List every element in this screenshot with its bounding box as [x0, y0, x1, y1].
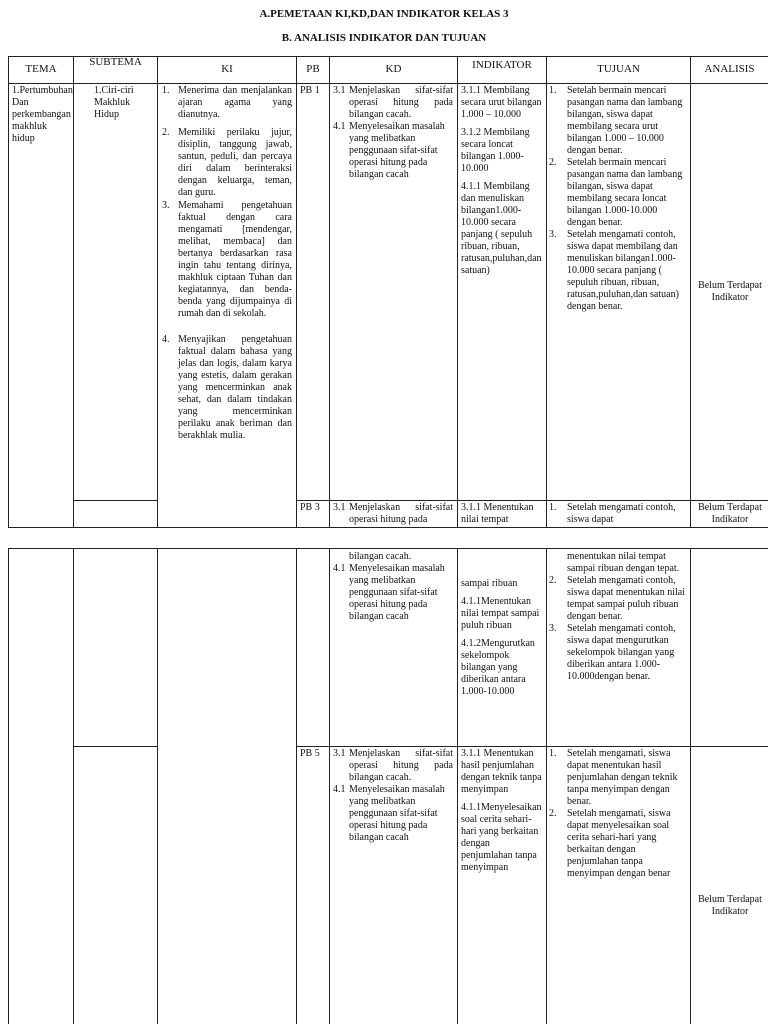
pb-cell-1: PB 1 [300, 85, 320, 96]
kd-item-4-1: Menyelesaikan masalah yang melibatkan penggunaan sifat-sifat operasi hitung pada bilangan cacah [349, 784, 445, 843]
indikator-item: 3.1.2 Membilang secara loncat bilangan 1.000-10.000 [461, 127, 530, 174]
pb-cell-5: PB 5 [300, 748, 320, 759]
tujuan-item-1: Setelah mengamati contoh, siswa dapat [567, 502, 676, 525]
tujuan-item-2: Setelah bermain mencari pasangan nama dan lambang bilangan, siswa dapat membilang secara loncat bilangan 1.000-10.000 dengan benar. [567, 157, 683, 228]
document-title-a: A.PEMETAAN KI,KD,DAN INDIKATOR KELAS 3 [259, 8, 509, 20]
header-ki: KI [221, 63, 233, 75]
ki-item-4: Menyajikan pengetahuan faktual dalam bahasa yang jelas dan logis, dalam karya yang estetis, dalam gerakan yang mencerminkan anak sehat, dan dalam tindakan yang mencerminkan perilaku anak beriman dan berakhlak mulia. [178, 334, 292, 441]
kd-list-1: 3.1 Menjelaskan sifat-sifat operasi hitung pada bilangan cacah. 4.1 Menyelesaikan masalah yang melibatkan penggunaan sifat-sifat operasi hitung pada bilangan cacah [333, 85, 453, 180]
ki-item-2: Memiliki perilaku jujur, disiplin, tanggung jawab, santun, peduli, dan percaya diri dalam berinteraksi dengan keluarga, teman, dan guru. [178, 127, 292, 198]
indikator-list-3-cont [461, 578, 543, 704]
subtema-cell: 1.Ciri-ciri Makhluk Hidup [94, 85, 134, 120]
indikator-list-5 [461, 748, 543, 880]
tujuan-item-1: Setelah mengamati, siswa dapat menentukan hasil penjumlahan dengan teknik tanpa menyimpan dengan benar. [567, 748, 678, 807]
indikator-item: 3.1.1 Menentukan hasil penjumlahan dengan teknik tanpa menyimpan [461, 748, 542, 795]
kd-list-3-cont: bilangan cacah. 4.1 Menyelesaikan masalah yang melibatkan penggunaan sifat-sifat operasi hitung pada bilangan cacah [333, 551, 453, 623]
ki-item-3: Memahami pengetahuan faktual dengan cara mengamati [mendengar, melihat, membaca] dan bertanya berdasarkan rasa ingin tahu tentang dirinya, makhluk ciptaan Tuhan dan kegiatannya, dan benda-benda yang dijumpainya di rumah dan di sekolah. [178, 200, 292, 319]
tujuan-list-3: 1. Setelah mengamati contoh, siswa dapat [549, 502, 676, 525]
analisis-cell-3: Belum Terdapat Indikator [698, 502, 762, 525]
tujuan-item-1: Setelah bermain mencari pasangan nama dan lambang bilangan, siswa dapat membilang secara urut bilangan 1.000 – 10.000 dengan benar. [567, 85, 683, 156]
pb-cell-3: PB 3 [300, 502, 320, 513]
indikator-item: 4.1.1Menentukan nilai tempat sampai puluh ribuan [461, 596, 540, 631]
header-tujuan: TUJUAN [597, 63, 640, 75]
document-title-b: B. ANALISIS INDIKATOR DAN TUJUAN [281, 32, 487, 44]
tujuan-item-2: Setelah mengamati contoh, siswa dapat menentukan nilai tempat sampai puluh ribuan dengan benar. [567, 575, 686, 622]
header-kd: KD [385, 63, 402, 75]
ki-list: 1. Menerima dan menjalankan ajaran agama yang dianutnya. 2. Memiliki perilaku jujur, disiplin, tanggung jawab, santun, peduli, dan percaya diri dalam berinteraksi dengan keluarga, teman, dan guru. 3. Memahami pengetahuan faktual dengan cara mengamati [mendengar, melihat, membaca] dan bertanya berdasarkan rasa ingin tahu tentang dirinya, makhluk ciptaan Tuhan dan kegiatannya, dan benda-benda yang dijumpainya di rumah dan di sekolah. 4. Menyajikan pengetahuan faktual dalam bahasa yang jelas dan logis, dalam karya yang estetis, dalam gerakan yang mencerminkan anak sehat, dan dalam tindakan yang mencerminkan perilaku anak beriman dan berakhlak mulia. [162, 85, 292, 441]
analisis-cell-1: Belum Terdapat Indikator [698, 280, 762, 303]
tujuan-item-3: Setelah mengamati contoh, siswa dapat membilang dan menuliskan bilangan1.000-10.000 secara panjang ( sepuluh ribuan, ribuan, ratusan,puluhan,dan satuan) dengan benar. [567, 229, 679, 312]
header-subtema: SUBTEMA [89, 56, 142, 68]
indikator-item: 3.1.1 Menentukan nilai tempat [461, 502, 534, 525]
indikator-list-1 [461, 85, 543, 283]
header-analisis: ANALISIS [704, 63, 755, 75]
tujuan-item-2: Setelah mengamati, siswa dapat menyelesaikan soal cerita sehari-hari yang berkaitan dengan penjumlahan tanpa menyimpan dengan benar [567, 808, 671, 879]
ki-item-1: Menerima dan menjalankan ajaran agama yang dianutnya. [178, 85, 292, 120]
kd-item-4-1: Menyelesaikan masalah yang melibatkan penggunaan sifat-sifat operasi hitung pada bilangan cacah [349, 121, 445, 180]
kd-list-3: 3.1 Menjelaskan sifat-sifat operasi hitung pada [333, 502, 453, 525]
indikator-item: 4.1.1 Membilang dan menuliskan bilangan1.000-10.000 secara panjang ( sepuluh ribuan, ribuan, ratusan,puluhan,dan satuan) [461, 181, 542, 276]
tujuan-continuation: menentukan nilai tempat sampai ribuan dengan tepat. [567, 551, 680, 574]
indikator-item: 4.1.1Menyelesaikan soal cerita sehari-hari yang berkaitan dengan penjumlahan tanpa menyimpan [461, 802, 542, 873]
indikator-item: 3.1.1 Membilang secara urut bilangan 1.000 – 10.000 [461, 85, 542, 120]
kd-list-5: 3.1 Menjelaskan sifat-sifat operasi hitung pada bilangan cacah. 4.1 Menyelesaikan masalah yang melibatkan penggunaan sifat-sifat operasi hitung pada bilangan cacah [333, 748, 453, 843]
kd-item-4-1: Menyelesaikan masalah yang melibatkan penggunaan sifat-sifat operasi hitung pada bilangan cacah [349, 563, 445, 622]
indikator-continuation: sampai ribuan [461, 578, 518, 589]
header-pb: PB [306, 63, 320, 75]
tujuan-item-3: Setelah mengamati contoh, siswa dapat mengurutkan sekelompok bilangan yang diberikan antara 1.000-10.000dengan benar. [567, 623, 676, 682]
header-tema: TEMA [25, 63, 57, 75]
tema-cell: 1.Pertumbuhan Dan perkembangan makhluk hidup [12, 85, 73, 144]
kd-continuation: bilangan cacah. [349, 551, 412, 562]
kd-item-3-1: Menjelaskan sifat-sifat operasi hitung pada bilangan cacah. [349, 85, 453, 120]
kd-item-3-1: Menjelaskan sifat-sifat operasi hitung pada [349, 502, 453, 525]
analisis-cell-5: Belum Terdapat Indikator [698, 894, 762, 917]
tujuan-list-5: 1. Setelah mengamati, siswa dapat menentukan hasil penjumlahan dengan teknik tanpa menyimpan dengan benar. 2. Setelah mengamati, siswa dapat menyelesaikan soal cerita sehari-hari yang berkaitan dengan penjumlahan tanpa menyimpan dengan benar [549, 748, 678, 879]
header-indikator: INDIKATOR [472, 59, 532, 71]
indikator-item: 4.1.2Mengurutkan sekelompok bilangan yang diberikan antara 1.000-10.000 [461, 638, 535, 697]
tujuan-list-1: 1. Setelah bermain mencari pasangan nama dan lambang bilangan, siswa dapat membilang secara urut bilangan 1.000 – 10.000 dengan benar. 2. Setelah bermain mencari pasangan nama dan lambang bilangan, siswa dapat membilang secara loncat bilangan 1.000-10.000 dengan benar. 3. Setelah mengamati contoh, siswa dapat membilang dan menuliskan bilangan1.000-10.000 secara panjang ( sepuluh ribuan, ribuan, ratusan,puluhan,dan satuan) dengan benar. [549, 85, 683, 312]
tujuan-list-3-cont: menentukan nilai tempat sampai ribuan dengan tepat. 2. Setelah mengamati contoh, siswa dapat menentukan nilai tempat sampai puluh ribuan dengan benar. 3. Setelah mengamati contoh, siswa dapat mengurutkan sekelompok bilangan yang diberikan antara 1.000-10.000dengan benar. [549, 551, 686, 682]
kd-item-3-1: Menjelaskan sifat-sifat operasi hitung pada bilangan cacah. [349, 748, 453, 783]
